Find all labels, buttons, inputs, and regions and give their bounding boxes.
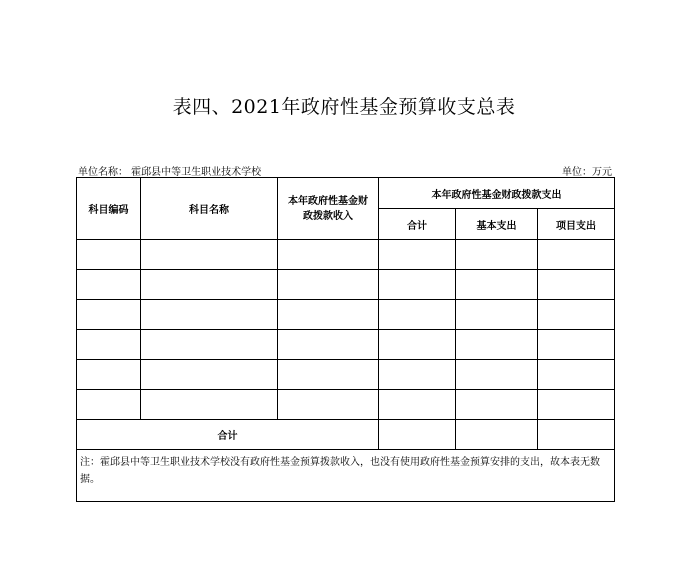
table-row bbox=[77, 390, 615, 420]
table-cell bbox=[77, 390, 141, 420]
table-cell bbox=[141, 240, 278, 270]
table-cell bbox=[141, 360, 278, 390]
table-note: 注：霍邱县中等卫生职业技术学校没有政府性基金预算拨款收入，也没有使用政府性基金预算安排的支出，故本表无数据。 bbox=[77, 450, 615, 502]
table-cell bbox=[77, 240, 141, 270]
budget-table bbox=[76, 177, 615, 502]
table-cell bbox=[77, 330, 141, 360]
table-cell bbox=[538, 240, 615, 270]
table-cell bbox=[141, 300, 278, 330]
table-row bbox=[77, 300, 615, 330]
table-cell bbox=[278, 240, 379, 270]
table-cell bbox=[538, 330, 615, 360]
total-label: 合计 bbox=[77, 420, 379, 450]
header-basic: 基本支出 bbox=[456, 209, 538, 240]
total-cell bbox=[379, 420, 456, 450]
table-cell bbox=[278, 390, 379, 420]
table-cell bbox=[379, 390, 456, 420]
table-cell bbox=[77, 270, 141, 300]
table-cell bbox=[456, 330, 538, 360]
note-row bbox=[77, 450, 615, 502]
table-cell bbox=[456, 360, 538, 390]
table-cell bbox=[141, 390, 278, 420]
total-cell bbox=[538, 420, 615, 450]
header-subtotal: 合计 bbox=[379, 209, 456, 240]
table-cell bbox=[379, 240, 456, 270]
table-cell bbox=[456, 240, 538, 270]
table-cell bbox=[77, 300, 141, 330]
header-project: 项目支出 bbox=[538, 209, 615, 240]
page-title: 表四、2021年政府性基金预算收支总表 bbox=[172, 96, 516, 118]
header-name: 科目名称 bbox=[141, 178, 278, 240]
table-row bbox=[77, 360, 615, 390]
table-cell bbox=[456, 390, 538, 420]
table-cell bbox=[278, 270, 379, 300]
header-income: 本年政府性基金财政拨款收入 bbox=[278, 178, 379, 240]
currency-unit-label: 单位：万元 bbox=[562, 167, 612, 178]
table-row bbox=[77, 330, 615, 360]
table-cell bbox=[456, 300, 538, 330]
table-row bbox=[77, 240, 615, 270]
total-cell bbox=[456, 420, 538, 450]
table-cell bbox=[538, 390, 615, 420]
table-cell bbox=[456, 270, 538, 300]
header-expense-group: 本年政府性基金财政拨款支出 bbox=[379, 178, 615, 209]
table-row bbox=[77, 270, 615, 300]
table-cell bbox=[278, 360, 379, 390]
table-cell bbox=[379, 300, 456, 330]
table-cell bbox=[141, 270, 278, 300]
unit-name-label: 单位名称： 霍邱县中等卫生职业技术学校 bbox=[78, 167, 262, 178]
total-row bbox=[77, 420, 615, 450]
table-cell bbox=[278, 300, 379, 330]
table-cell bbox=[77, 360, 141, 390]
table-cell bbox=[278, 330, 379, 360]
table-cell bbox=[379, 270, 456, 300]
table-cell bbox=[379, 360, 456, 390]
table-cell bbox=[538, 300, 615, 330]
table-cell bbox=[538, 270, 615, 300]
table-cell bbox=[538, 360, 615, 390]
header-row-1 bbox=[77, 178, 615, 209]
header-code: 科目编码 bbox=[77, 178, 141, 240]
table-cell bbox=[141, 330, 278, 360]
table-cell bbox=[379, 330, 456, 360]
